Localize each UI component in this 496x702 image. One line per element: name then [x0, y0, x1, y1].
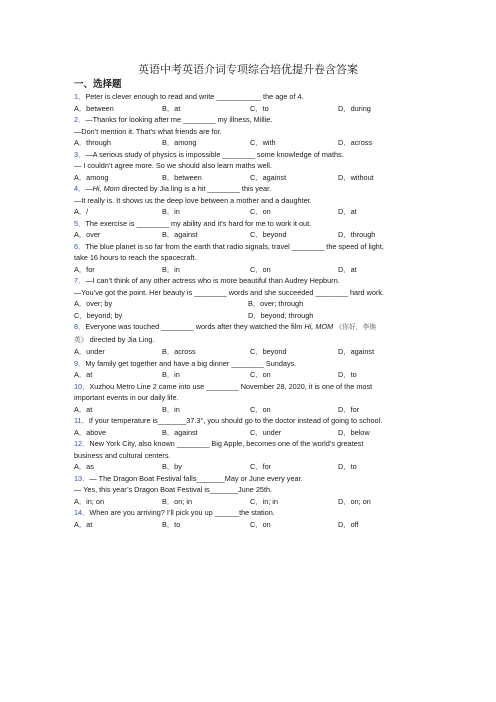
option-a: A．above — [74, 427, 107, 437]
option-d: D．through — [338, 230, 376, 239]
film-title-chinese-end: 英》 — [74, 335, 88, 344]
option-b: B．to — [162, 519, 181, 529]
option-b: B．in — [162, 207, 180, 216]
document-title: 英语中考英语介词专项综合培优提升卷含答案 — [138, 63, 358, 76]
options-7-row-2 — [74, 310, 422, 322]
option-a: A．for — [74, 264, 95, 274]
question-8 — [74, 321, 422, 334]
options-9 — [74, 369, 422, 381]
option-d: D．on; on — [338, 496, 371, 506]
option-b: B．in — [162, 404, 180, 414]
option-b: B．in — [162, 370, 180, 379]
question-1 — [74, 91, 422, 103]
question-3 — [74, 149, 422, 161]
question-text: Peter is clever enough to read and write ___________ the age of 4. — [85, 92, 304, 101]
options-8 — [74, 346, 422, 358]
question-reply: —Don’t mention it. That’s what friends are for. — [74, 126, 222, 136]
question-11 — [74, 415, 422, 427]
options-2 — [74, 137, 422, 149]
option-c: C．on — [250, 404, 271, 414]
film-title-chinese: 《你好，李焕 — [333, 323, 377, 331]
option-b: B．between — [162, 172, 202, 182]
options-1 — [74, 103, 422, 115]
section-heading: 一、选择题 — [74, 79, 122, 90]
options-14 — [74, 519, 422, 531]
question-number: 10． — [74, 381, 90, 391]
options-11 — [74, 427, 422, 439]
question-list — [74, 91, 422, 530]
option-c: C．on — [250, 264, 271, 274]
question-text: If your temperature is_______37.3°, you should go to the doctor instead of going to school. — [88, 416, 383, 425]
question-text: — The Dragon Boat Festival falls_______May or June every year. — [89, 473, 303, 483]
options-12 — [74, 461, 422, 473]
question-reply: — I couldn’t agree more. So we should also learn maths well. — [74, 161, 272, 170]
question-text: —A serious study of physics is impossible ________ some knowledge of maths. — [85, 149, 344, 159]
question-text: My family get together and have a big dinner ________ Sundays. — [85, 358, 297, 368]
question-text: —Thanks for looking after me ________ my illness, Millie. — [85, 115, 273, 124]
question-reply: —You’ve got the point. Her beauty is ________ words and she succeeded ________ hard work. — [74, 287, 385, 297]
option-a: A．/ — [74, 207, 89, 216]
options-10 — [74, 404, 422, 416]
option-c: C．on — [250, 370, 271, 379]
option-d: D．without — [338, 172, 374, 182]
question-9 — [74, 358, 422, 370]
question-number: 7． — [74, 276, 86, 285]
option-c: C．with — [250, 138, 276, 147]
option-a: A．among — [74, 172, 109, 182]
option-d: D．against — [338, 347, 375, 356]
question-number: 6． — [74, 241, 86, 251]
option-a: A．at — [74, 519, 93, 529]
question-number: 4． — [74, 184, 86, 193]
option-c: C．beyond — [250, 230, 287, 239]
option-b: B．at — [162, 103, 181, 113]
option-a: A．at — [74, 404, 93, 414]
option-b: B．on; in — [162, 496, 193, 506]
option-a: A．through — [74, 138, 111, 147]
question-13 — [74, 473, 422, 485]
option-c: C．in; in — [250, 496, 278, 506]
question-text-continued: important events in our daily life. — [74, 393, 179, 402]
options-3 — [74, 172, 422, 184]
option-d: D．during — [338, 103, 371, 113]
question-text: The blue planet is so far from the earth that radio signals, travel ________ the speed of light, — [85, 241, 384, 251]
option-c: C．on — [250, 519, 271, 529]
question-number: 2． — [74, 115, 86, 124]
option-d: D．beyond; through — [248, 310, 314, 320]
option-d: D．off — [338, 519, 359, 529]
question-text-continued: take 16 hours to reach the spacecraft. — [74, 253, 197, 262]
option-c: C．to — [250, 103, 269, 113]
question-number: 3． — [74, 149, 86, 159]
question-10 — [74, 381, 422, 393]
question-2 — [74, 114, 422, 126]
question-reply: —It really is. It shows us the deep love between a mother and a daughter. — [74, 195, 312, 205]
question-4 — [74, 183, 422, 195]
question-text: Everyone was touched ________ words after they watched the film — [85, 322, 305, 331]
option-c: C．beyond — [250, 347, 287, 356]
option-a: A．between — [74, 103, 114, 113]
option-d: D．at — [338, 264, 357, 274]
options-6 — [74, 264, 422, 276]
question-number: 5． — [74, 218, 86, 228]
question-5 — [74, 218, 422, 230]
option-a: A．at — [74, 370, 93, 379]
option-a: A．as — [74, 462, 94, 471]
option-d: D．to — [338, 462, 357, 471]
option-d: D．to — [338, 370, 357, 379]
option-a: A．over — [74, 230, 101, 239]
option-c: C．for — [250, 462, 272, 471]
question-7 — [74, 275, 422, 287]
option-b: B．across — [162, 347, 196, 356]
option-b: B．against — [162, 230, 198, 239]
question-dash: — — [85, 184, 93, 193]
question-text: directed by Jia ling is a hit ________ this year. — [119, 184, 272, 193]
question-number: 13． — [74, 473, 90, 483]
film-title: Hi, MOM — [304, 322, 334, 331]
option-d: D．at — [338, 207, 357, 216]
option-a: A．under — [74, 347, 105, 356]
options-4 — [74, 206, 422, 218]
option-b: B．in — [162, 264, 180, 274]
options-5 — [74, 229, 422, 241]
option-c: C．against — [250, 172, 287, 182]
option-c: C．under — [250, 427, 282, 437]
question-text-continued — [74, 334, 422, 347]
question-6 — [74, 241, 422, 253]
options-7-row-1 — [74, 298, 422, 310]
option-c: C．beyond; by — [74, 310, 123, 320]
question-text: New York City, also known ________ Big Apple, becomes one of the world’s greatest — [89, 439, 364, 448]
question-number: 11． — [74, 416, 89, 425]
question-text: Xuzhou Metro Line 2 came into use ________ November 28, 2020, it is one of the most — [89, 381, 373, 391]
question-text: When are you arriving? I’ll pick you up ______the station. — [89, 508, 275, 517]
question-text-end: directed by Jia Ling. — [87, 334, 155, 344]
options-13 — [74, 496, 422, 508]
film-title: Hi, Mom — [92, 184, 120, 193]
option-d: D．across — [338, 138, 373, 147]
question-reply: — Yes, this year’s Dragon Boat Festival is_______June 25th. — [74, 485, 273, 494]
option-c: C．on — [250, 207, 271, 216]
question-number: 9． — [74, 358, 86, 368]
question-number: 12． — [74, 439, 90, 448]
question-text: The exercise is ________ my ability and it’s hard for me to work it out. — [85, 218, 312, 228]
option-a: A．over; by — [74, 299, 113, 308]
option-b: B．among — [162, 138, 197, 147]
question-number: 14． — [74, 508, 90, 517]
question-14 — [74, 507, 422, 519]
question-number: 8． — [74, 322, 86, 331]
question-number: 1． — [74, 92, 86, 101]
option-b: B．by — [162, 462, 182, 471]
question-text-continued: business and cultural centers. — [74, 450, 171, 460]
option-b: B．over; through — [248, 299, 304, 308]
question-12 — [74, 438, 422, 450]
option-d: D．below — [338, 427, 370, 437]
option-d: D．for — [338, 404, 360, 414]
option-a: A．in; on — [74, 496, 105, 506]
question-text: —I can’t think of any other actress who is more beautiful than Audrey Hepburn. — [85, 276, 340, 285]
option-b: B．against — [162, 427, 198, 437]
